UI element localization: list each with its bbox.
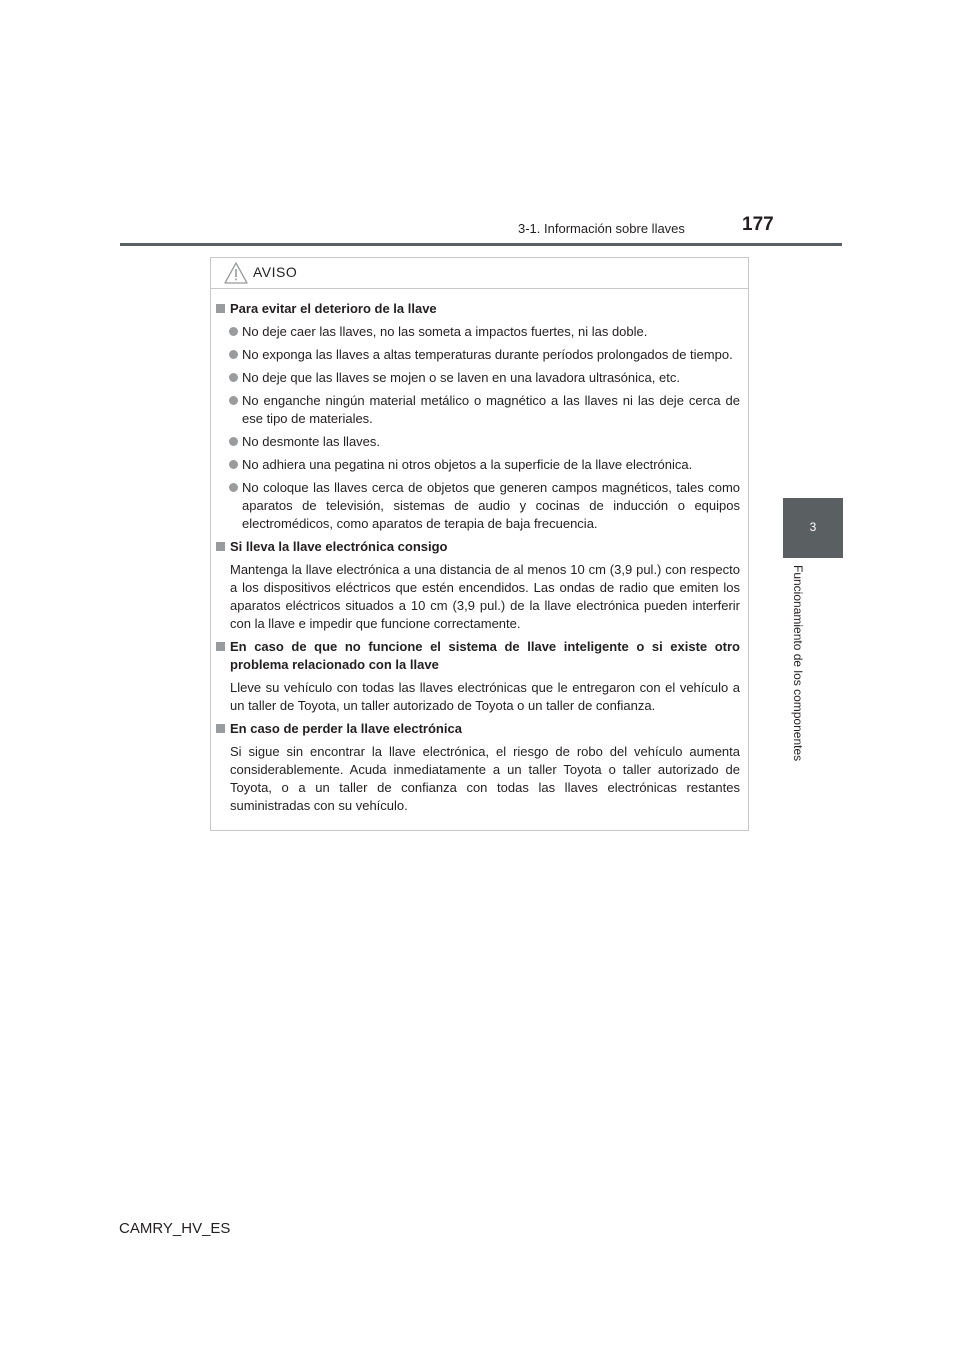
list-item: No deje caer las llaves, no las someta a impactos fuertes, ni las doble. [216, 323, 740, 341]
section-heading: Para evitar el deterioro de la llave [216, 300, 740, 318]
section-paragraph: Mantenga la llave electrónica a una distancia de al menos 10 cm (3,9 pul.) con respecto a los dispositivos eléctricos que estén encendidos. Las ondas de radio que emiten los aparatos eléctricos situados a 10 cm (3,9 pul.) de la llave electrónica pueden interferir con la llave e impedir que funcione correctamente. [230, 562, 740, 631]
section-heading: En caso de perder la llave electrónica [216, 720, 740, 738]
square-bullet-icon [216, 304, 225, 313]
page-number: 177 [742, 214, 774, 235]
list-item: No deje que las llaves se mojen o se laven en una lavadora ultrasónica, etc. [216, 369, 740, 387]
chapter-title: Funcionamiento de los componentes [791, 565, 805, 762]
circle-bullet-icon [229, 373, 238, 382]
list-item: No exponga las llaves a altas temperaturas durante períodos prolongados de tiempo. [216, 346, 740, 364]
warning-triangle-icon [224, 262, 248, 284]
square-bullet-icon [216, 542, 225, 551]
section-key-damage [216, 300, 740, 533]
circle-bullet-icon [229, 483, 238, 492]
list-item: No enganche ningún material metálico o magnético a las llaves ni las deje cerca de ese tipo de materiales. [216, 392, 740, 428]
list-item: No coloque las llaves cerca de objetos que generen campos magnéticos, tales como aparatos de televisión, sistemas de audio y cocinas de inducción o equipos electromédicos, como aparatos de terapia de baja frecuencia. [216, 479, 740, 533]
list-item: No adhiera una pegatina ni otros objetos a la superficie de la llave electrónica. [216, 456, 740, 474]
section-title: 3-1. Información sobre llaves [518, 221, 685, 236]
chapter-tab[interactable] [783, 498, 843, 558]
section-carry-key [216, 538, 740, 633]
circle-bullet-icon [229, 327, 238, 336]
section-heading: Si lleva la llave electrónica consigo [216, 538, 740, 556]
section-heading: En caso de que no funcione el sistema de llave inteligente o si existe otro problema relacionado con la llave [216, 638, 740, 674]
section-lost-key [216, 720, 740, 815]
square-bullet-icon [216, 724, 225, 733]
list-item: No desmonte las llaves. [216, 433, 740, 451]
model-code: CAMRY_HV_ES [119, 1220, 231, 1237]
chapter-number: 3 [809, 520, 817, 534]
bullet-list [216, 323, 740, 533]
section-paragraph: Lleve su vehículo con todas las llaves electrónicas que le entregaron con el vehículo a un taller de Toyota, un taller autorizado de Toyota o un taller de confianza. [230, 680, 740, 713]
warning-box [210, 257, 749, 831]
circle-bullet-icon [229, 437, 238, 446]
circle-bullet-icon [229, 350, 238, 359]
square-bullet-icon [216, 642, 225, 651]
warning-header [211, 258, 748, 289]
warning-body [211, 289, 748, 815]
circle-bullet-icon [229, 460, 238, 469]
warning-title: AVISO [253, 264, 298, 280]
header-divider [120, 243, 842, 246]
section-paragraph: Si sigue sin encontrar la llave electrónica, el riesgo de robo del vehículo aumenta considerablemente. Acuda inmediatamente a un taller Toyota o taller autorizado de Toyota, o a un taller de confianza con todas las llaves electrónicas restantes suministradas con su vehículo. [230, 744, 740, 813]
circle-bullet-icon [229, 396, 238, 405]
section-system-malfunction [216, 638, 740, 715]
